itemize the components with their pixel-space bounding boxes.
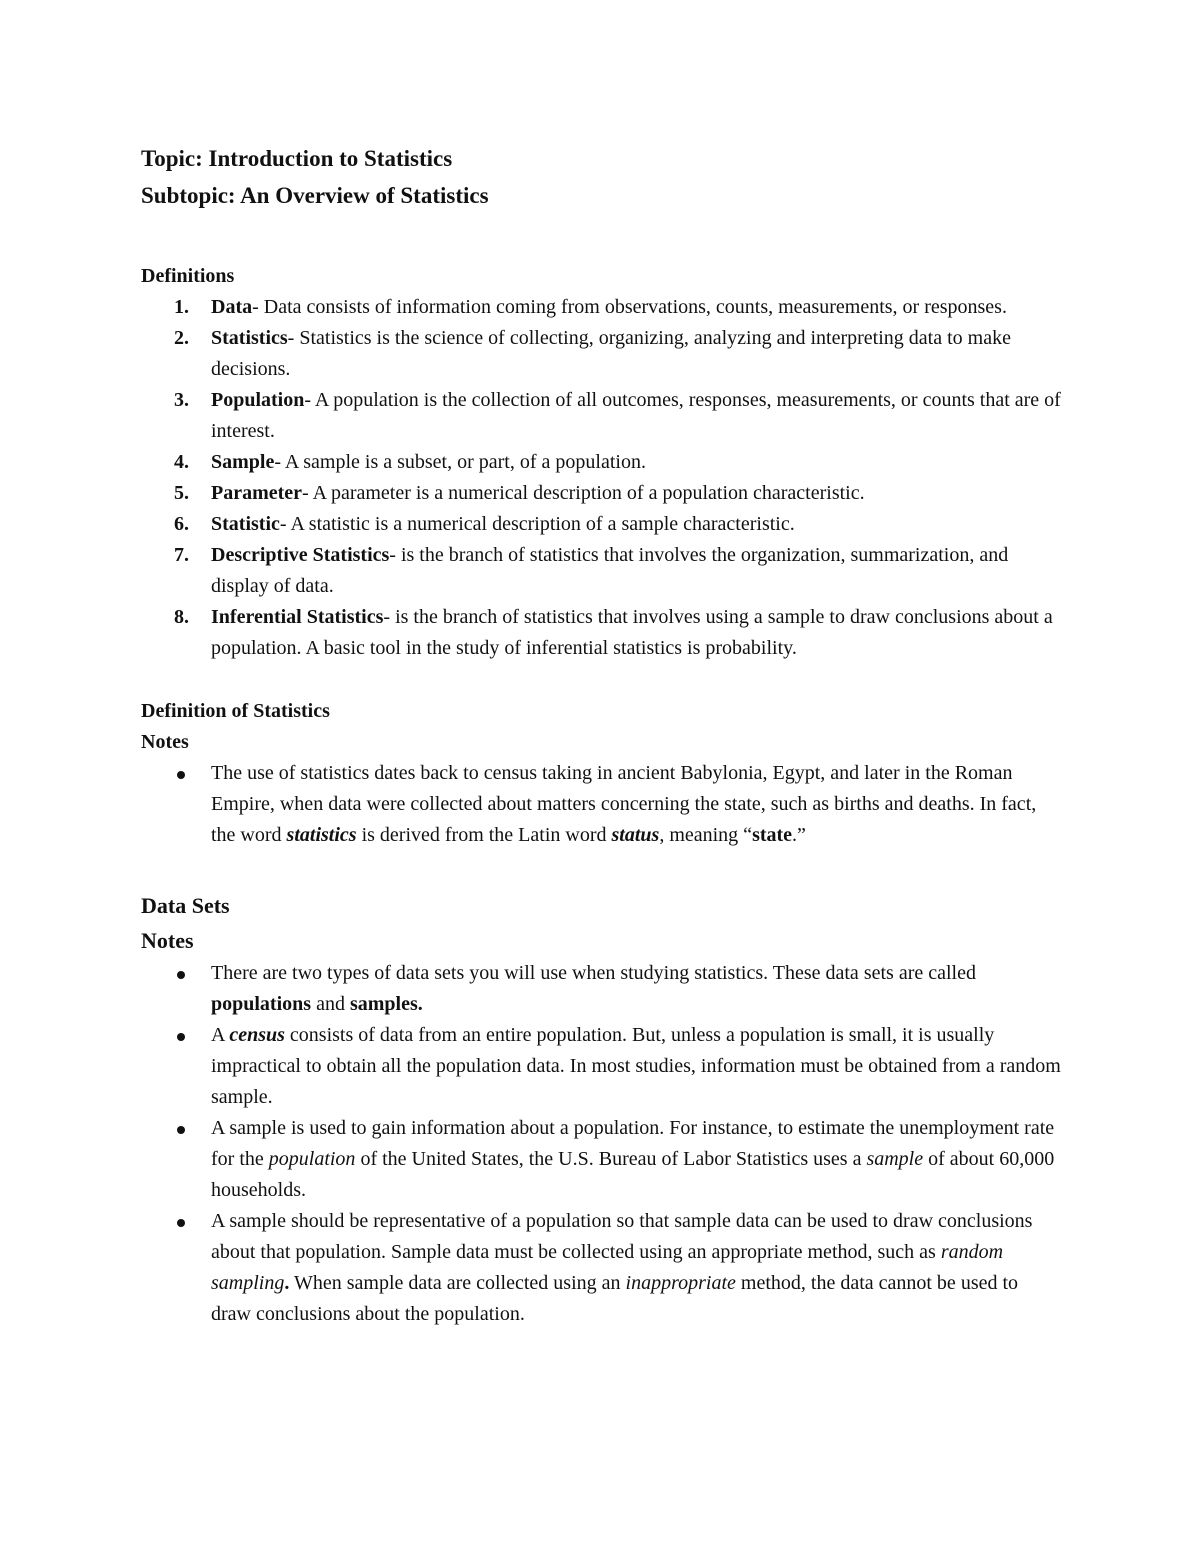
history-notes-list bbox=[141, 758, 1061, 851]
note-bold: populations bbox=[211, 993, 312, 1015]
note-text: method, the data cannot be used to draw conclusions about the population. bbox=[211, 1272, 1019, 1325]
item-number: 3. bbox=[174, 389, 189, 411]
note-italic: population bbox=[268, 1148, 356, 1170]
definition-term: Descriptive Statistics bbox=[211, 544, 390, 566]
definition-item bbox=[141, 385, 1061, 447]
note-bold: state bbox=[752, 824, 793, 846]
note-item bbox=[141, 958, 1061, 1020]
item-number: 5. bbox=[174, 482, 189, 504]
definition-text: - A statistic is a numerical description of a sample characteristic. bbox=[279, 513, 795, 535]
bullet-icon bbox=[177, 971, 185, 979]
definition-item bbox=[141, 602, 1061, 664]
note-item bbox=[141, 1113, 1061, 1206]
definition-term: Inferential Statistics bbox=[211, 606, 384, 628]
data-sets-notes-list bbox=[141, 958, 1061, 1330]
note-item bbox=[141, 1020, 1061, 1113]
note-italic: random sampling bbox=[211, 1241, 1004, 1294]
item-number: 1. bbox=[174, 296, 189, 318]
definition-term: Population bbox=[211, 389, 305, 411]
notes-label: Notes bbox=[141, 731, 189, 753]
note-text: When sample data are collected using an bbox=[289, 1272, 626, 1294]
item-number: 7. bbox=[174, 544, 189, 566]
note-item bbox=[141, 1206, 1061, 1330]
definition-text: - A parameter is a numerical description of a population characteristic. bbox=[302, 482, 865, 504]
item-number: 4. bbox=[174, 451, 189, 473]
note-italic: inappropriate bbox=[625, 1272, 736, 1294]
note-text: and bbox=[311, 993, 350, 1015]
note-text: is derived from the Latin word bbox=[356, 824, 612, 846]
definition-text: - Statistics is the science of collecting, organizing, analyzing and interpreting data to make decisions. bbox=[211, 327, 1011, 380]
note-item bbox=[141, 758, 1061, 851]
bullet-icon bbox=[177, 1126, 185, 1134]
document-page bbox=[141, 140, 1061, 1330]
definition-term: Statistic bbox=[211, 513, 280, 535]
definition-term: Statistics bbox=[211, 327, 288, 349]
definition-item bbox=[141, 323, 1061, 385]
note-text: A sample is used to gain information about a population. For instance, to estimate the unemployment rate for the bbox=[211, 1117, 1055, 1170]
bullet-icon bbox=[177, 1219, 185, 1227]
notes-label: Notes bbox=[141, 928, 194, 953]
definitions-list bbox=[141, 292, 1061, 664]
definition-text: - A population is the collection of all outcomes, responses, measurements, or counts that are of interest. bbox=[211, 389, 1061, 442]
data-sets-heading: Data Sets bbox=[141, 893, 230, 918]
definition-text: - is the branch of statistics that involves using a sample to draw conclusions about a population. A basic tool in the study of inferential statistics is probability. bbox=[211, 606, 1053, 659]
note-text: of about 60,000 households. bbox=[211, 1148, 1055, 1201]
definition-text: - Data consists of information coming from observations, counts, measurements, or responses. bbox=[252, 296, 1007, 318]
definition-term: Data bbox=[211, 296, 253, 318]
definition-of-statistics-heading: Definition of Statistics bbox=[141, 700, 330, 722]
item-number: 6. bbox=[174, 513, 189, 535]
item-number: 2. bbox=[174, 327, 189, 349]
definition-item bbox=[141, 478, 1061, 509]
definition-item bbox=[141, 509, 1061, 540]
note-text: consists of data from an entire population. But, unless a population is small, it is usually impractical to obtain all the population data. In most studies, information must be obtained from a random sample. bbox=[211, 1024, 1061, 1108]
definition-item bbox=[141, 540, 1061, 602]
definitions-heading: Definitions bbox=[141, 265, 235, 287]
item-number: 8. bbox=[174, 606, 189, 628]
note-text: There are two types of data sets you will use when studying statistics. These data sets are called bbox=[211, 962, 976, 984]
note-text: The use of statistics dates back to census taking in ancient Babylonia, Egypt, and later in the Roman Empire, when data were collected about matters concerning the state, such as births and deaths. In fact, the word bbox=[211, 762, 1037, 846]
topic-title: Topic: Introduction to Statistics bbox=[141, 146, 453, 171]
note-emphasis: status bbox=[611, 824, 660, 846]
note-text: , meaning “ bbox=[659, 824, 753, 846]
definition-term: Sample bbox=[211, 451, 275, 473]
note-text: A bbox=[211, 1024, 230, 1046]
definition-term: Parameter bbox=[211, 482, 303, 504]
note-emphasis: statistics bbox=[286, 824, 357, 846]
bullet-icon bbox=[177, 1033, 185, 1041]
definition-text: - is the branch of statistics that involves the organization, summarization, and display of data. bbox=[211, 544, 1009, 597]
subtopic-title: Subtopic: An Overview of Statistics bbox=[141, 183, 489, 208]
bullet-icon bbox=[177, 771, 185, 779]
note-bold: . bbox=[284, 1272, 290, 1294]
definition-text: - A sample is a subset, or part, of a population. bbox=[274, 451, 646, 473]
definition-item bbox=[141, 292, 1061, 323]
note-italic: sample bbox=[866, 1148, 924, 1170]
note-bold: samples. bbox=[349, 993, 423, 1015]
note-text: A sample should be representative of a population so that sample data can be used to draw conclusions about that population. Sample data must be collected using an appropriate method, such as bbox=[211, 1210, 1033, 1263]
note-text: of the United States, the U.S. Bureau of Labor Statistics uses a bbox=[355, 1148, 867, 1170]
definition-item bbox=[141, 447, 1061, 478]
note-text: .” bbox=[792, 824, 806, 846]
note-emphasis: census bbox=[229, 1024, 285, 1046]
